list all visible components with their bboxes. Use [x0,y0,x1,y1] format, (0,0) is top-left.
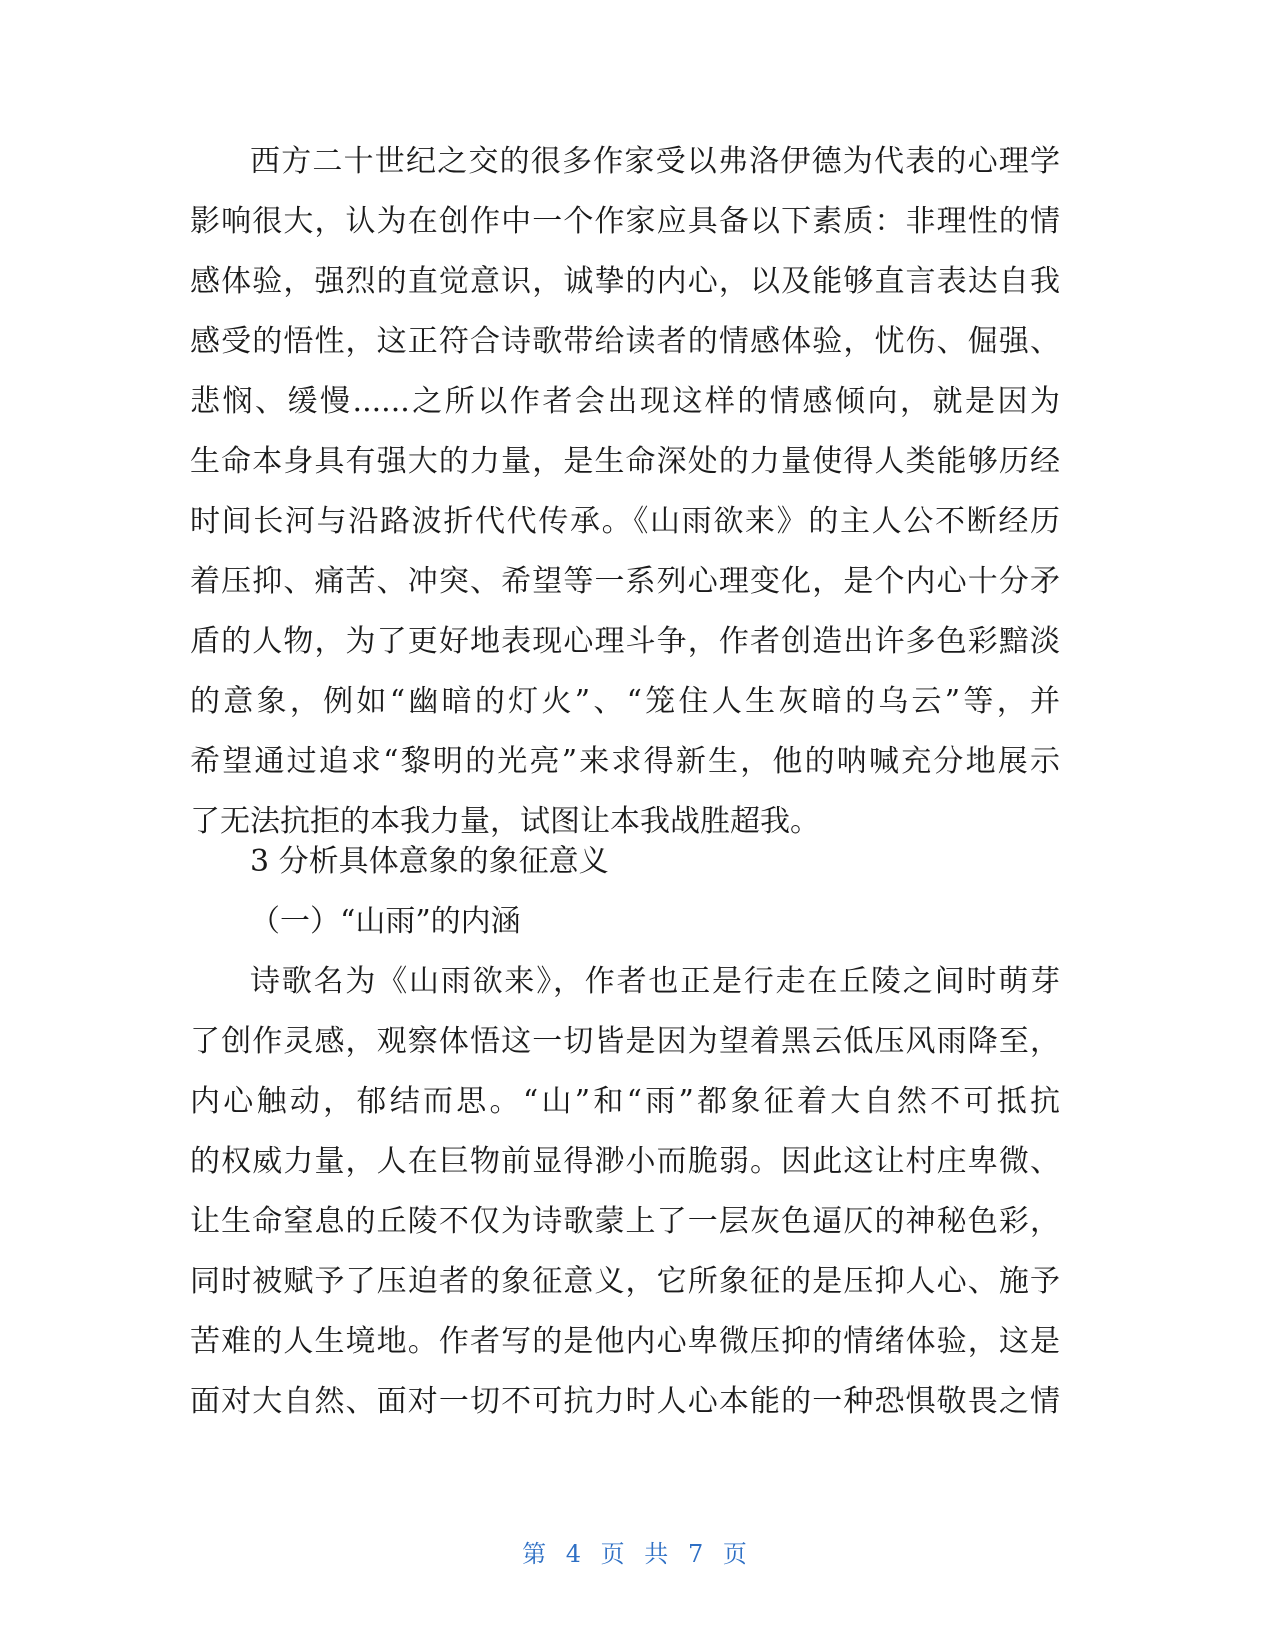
paragraph-mountain-rain [190,952,1060,1432]
text-line: 同时被赋予了压迫者的象征意义，它所象征的是压抑人心、施予 [190,1264,1060,1299]
subsection-heading: （一）“山雨”的内涵 [250,904,521,939]
text-line: 让生命窒息的丘陵不仅为诗歌蒙上了一层灰色逼仄的神秘色彩， [190,1204,1060,1239]
text-line: 希望通过追求“黎明的光亮”来求得新生，他的呐喊充分地展示 [190,744,1060,779]
text-line: 感受的悟性，这正符合诗歌带给读者的情感体验，忧伤、倔强、 [190,324,1060,359]
text-line: 的权威力量，人在巨物前显得渺小而脆弱。因此这让村庄卑微、 [190,1144,1060,1179]
text-line: 的意象，例如“幽暗的灯火”、“笼住人生灰暗的乌云”等，并 [190,684,1060,719]
text-line: 盾的人物，为了更好地表现心理斗争，作者创造出许多色彩黯淡 [190,624,1060,659]
text-line: 影响很大，认为在创作中一个作家应具备以下素质：非理性的情 [190,204,1060,239]
text-line: 面对大自然、面对一切不可抗力时人心本能的一种恐惧敬畏之情 [190,1384,1060,1419]
text-line: 了无法抗拒的本我力量，试图让本我战胜超我。 [190,804,820,839]
text-line: 诗歌名为《山雨欲来》，作者也正是行走在丘陵之间时萌芽 [250,964,1060,999]
text-line: 苦难的人生境地。作者写的是他内心卑微压抑的情绪体验，这是 [190,1324,1060,1359]
text-line: 感体验，强烈的直觉意识，诚挚的内心，以及能够直言表达自我 [190,264,1060,299]
text-line: 着压抑、痛苦、冲突、希望等一系列心理变化，是个内心十分矛 [190,564,1060,599]
text-line: 生命本身具有强大的力量，是生命深处的力量使得人类能够历经 [190,444,1060,479]
text-line: 悲悯、缓慢......之所以作者会出现这样的情感倾向，就是因为 [190,384,1060,419]
text-line: 内心触动，郁结而思。“山”和“雨”都象征着大自然不可抵抗 [190,1084,1060,1119]
text-line: 时间长河与沿路波折代代传承。《山雨欲来》的主人公不断经历 [190,504,1060,539]
text-line: 西方二十世纪之交的很多作家受以弗洛伊德为代表的心理学 [250,144,1060,179]
text-line: 了创作灵感，观察体悟这一切皆是因为望着黑云低压风雨降至， [190,1024,1060,1059]
paragraph-psychology [190,132,1060,852]
section-heading: 3 分析具体意象的象征意义 [250,844,609,879]
page-number-footer: 第 4 页 共 7 页 [522,1540,753,1568]
